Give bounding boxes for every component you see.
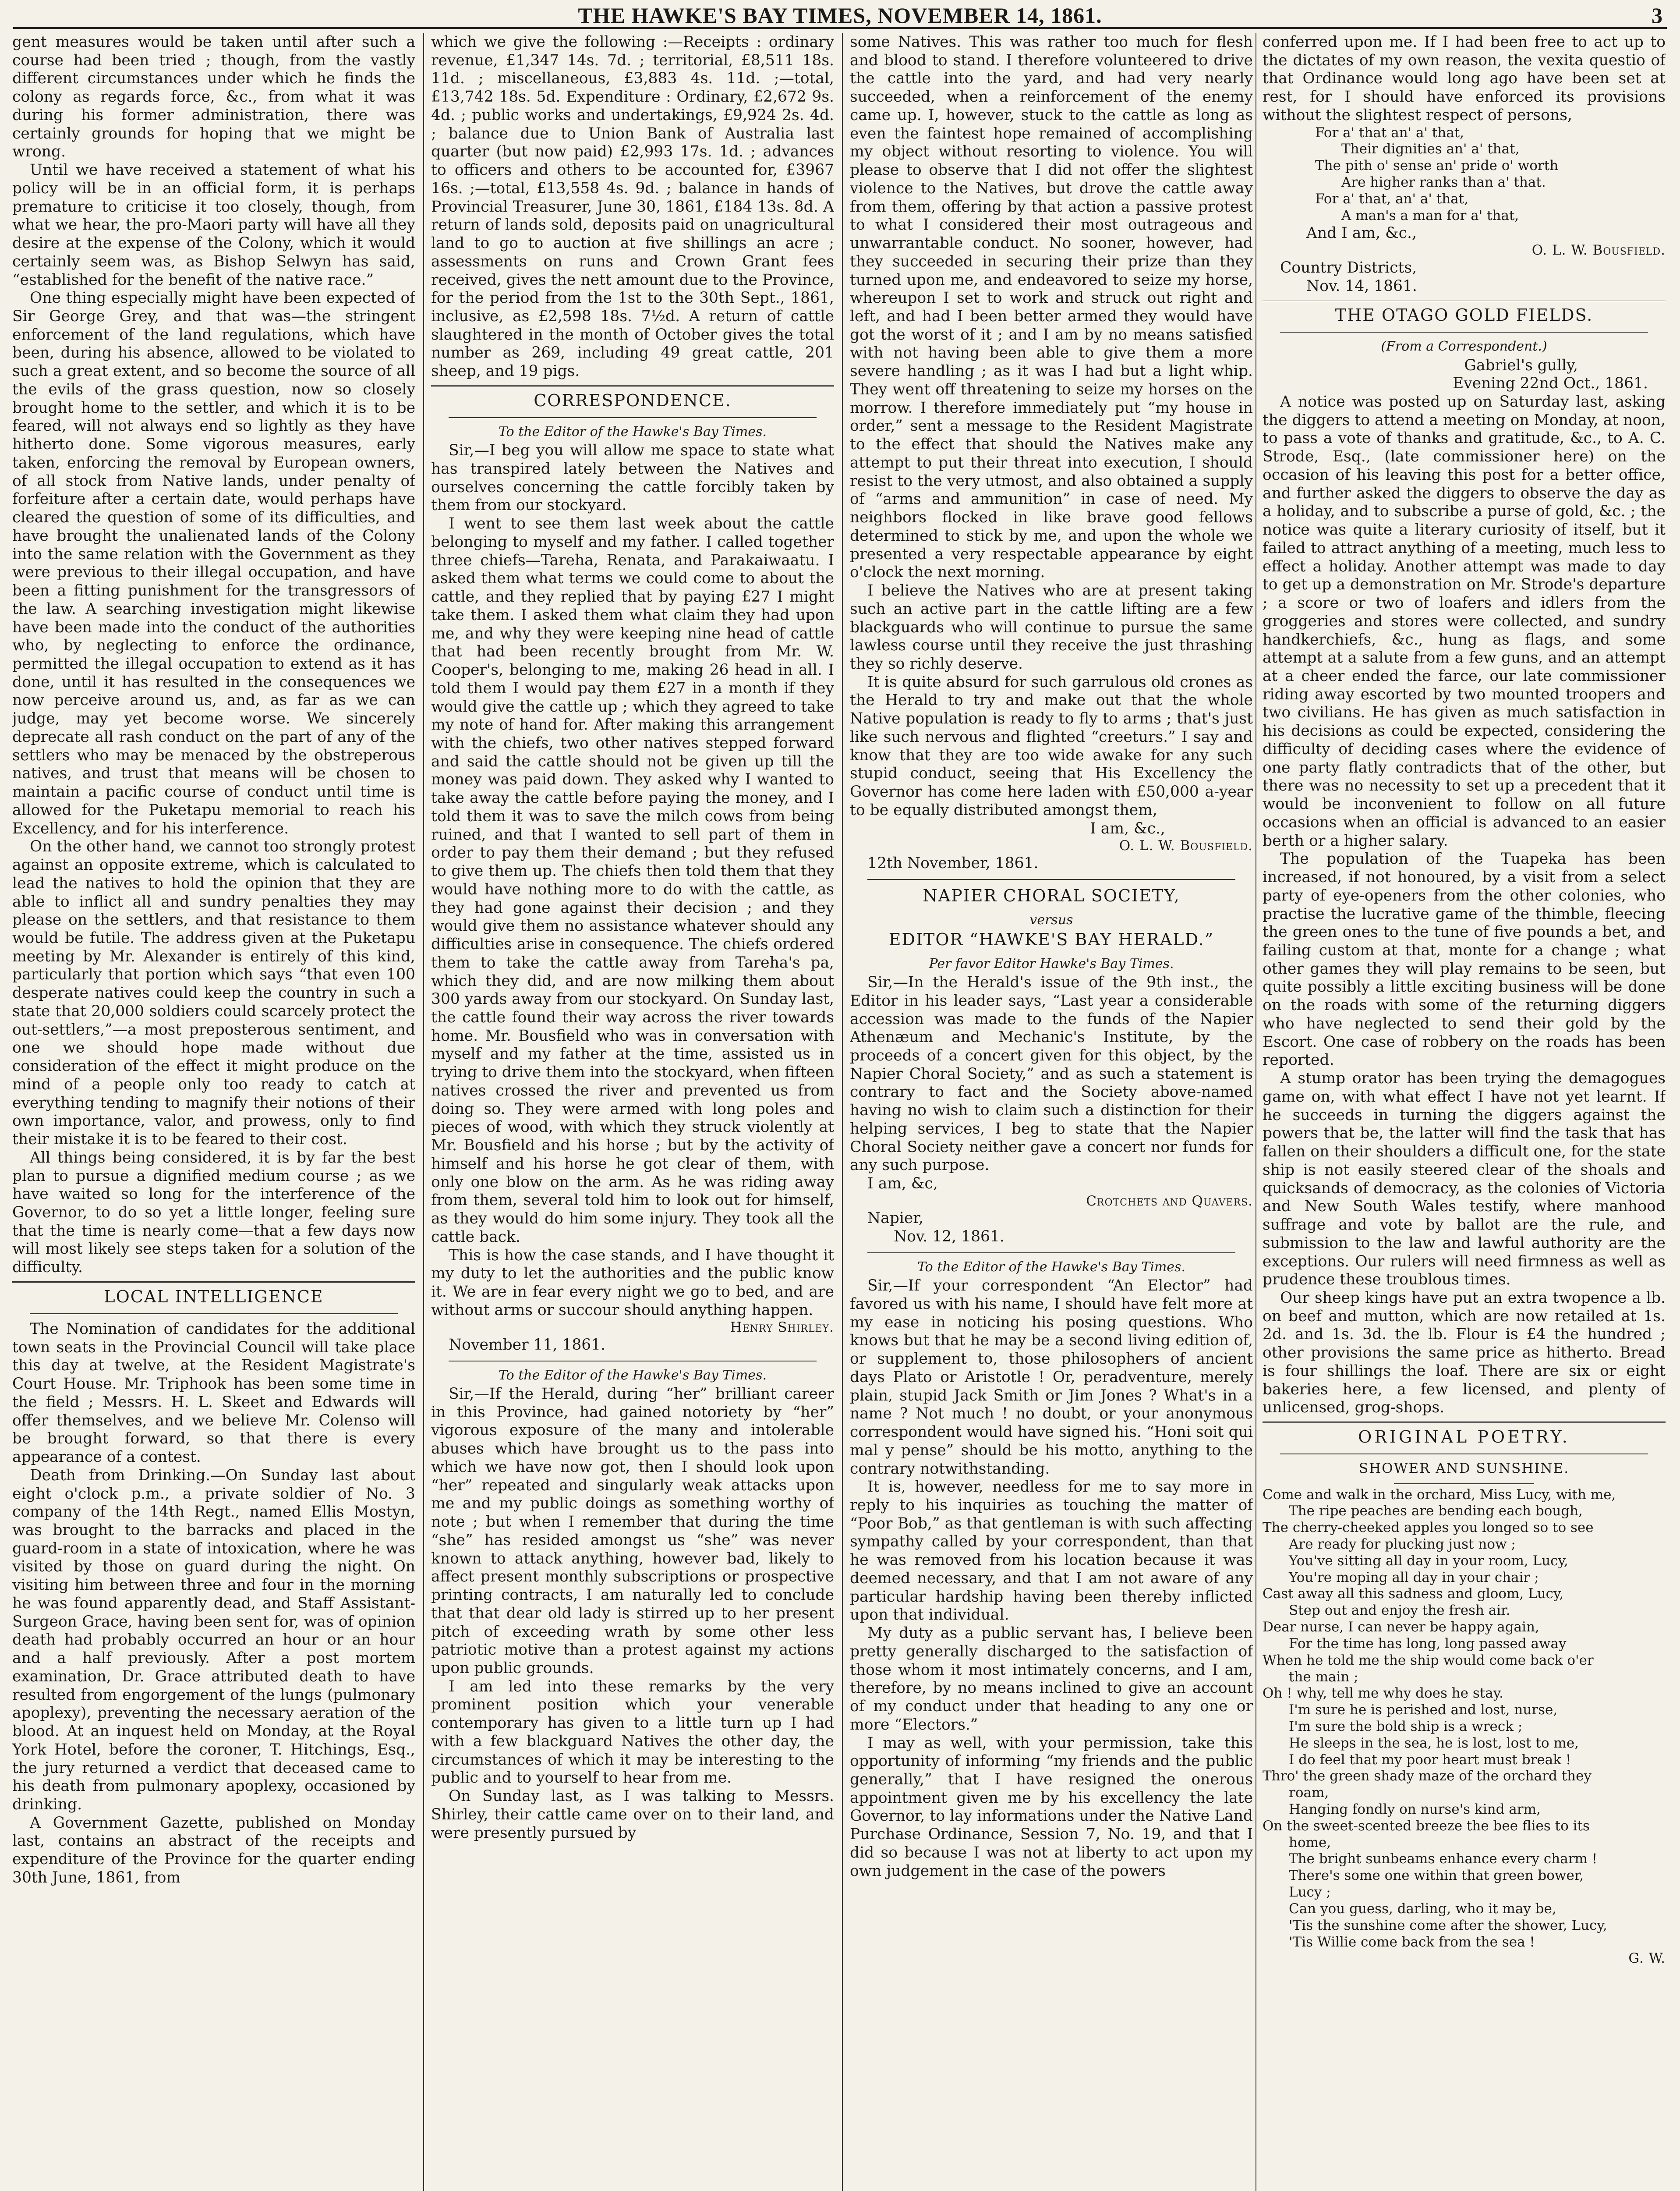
letter-signature: Crotchets and Quavers. <box>1086 1193 1253 1209</box>
letter-address: To the Editor of the Hawke's Bay Times. <box>499 424 767 440</box>
letter-date: Nov. 14, 1861. <box>1306 277 1417 295</box>
poem-line: You've sitting all day in your room, Lucy, <box>1289 1553 1568 1569</box>
choral-subheading: EDITOR “HAWKE'S BAY HERALD.” <box>888 929 1214 949</box>
section-divider <box>1263 300 1666 301</box>
poem-line: the main ; <box>1289 1669 1358 1685</box>
letter-address: To the Editor of the Hawke's Bay Times. <box>499 1367 767 1383</box>
poem-line: roam, <box>1289 1785 1329 1801</box>
poem-line: I'm sure the bold ship is a wreck ; <box>1289 1718 1523 1734</box>
column-1 <box>12 33 415 2191</box>
section-heading-correspondence: CORRESPONDENCE. <box>534 390 732 410</box>
page-number: 3 <box>1652 3 1662 28</box>
verse-line: For a' that, an' a' that, <box>1315 191 1468 207</box>
poem-line: Oh ! why, tell me why does he stay. <box>1263 1685 1503 1702</box>
letter-paragraph: I am led into these remarks by the very prominent position which your venerable contemporary has given to a little turn up I had with a few blackguard Natives the other day, the circumstances of which it may be interesting to the public and to yourself to hear from me. <box>431 1677 834 1787</box>
verse-line: For a' that an' a' that, <box>1315 124 1464 141</box>
divider <box>30 1313 398 1314</box>
poem-line: Step out and enjoy the fresh air. <box>1289 1602 1510 1619</box>
letter-paragraph: Sir,—I beg you will allow me space to state what has transpired lately between the Natives and ourselves concerning the cattle forcibly taken by them from our stockyard. <box>431 442 834 514</box>
poem-signature: G. W. <box>1628 1950 1666 1967</box>
verse-line: Are higher ranks than a' that. <box>1341 174 1546 191</box>
article-paragraph: One thing especially might have been expected of Sir George Grey, and that was—the stringent enforcement of the land regulations, which have been, during his absence, allowed to be violated to such a great extent, and so become the source of all the evils of the grass question, now so closely brought home to the settler, and which it is to be feared, will not always end so lightly as they have hitherto done. Some vigorous measures, early taken, enforcing the removal by European owners, of all stock from Native lands, under penalty of forfeiture after a certain date, would perhaps have cleared the question of some of its difficulties, and have brought the unalienated lands of the Colony into the same relation with the Government as they were previous to their illegal occupation, and have been a fitting punishment for the transgressors of the law. A searching investigation might likewise have been made into the conduct of the authorities who, by neglecting to enforce the ordinance, permitted the illegal occupation to extend as it has done, until it has resulted in the consequences we now perceive around us, and, as far as we can judge, may yet become worse. We sincerely deprecate all rash conduct on the part of any of the settlers who may be menaced by the obstreperous natives, and trust that means will be chosen to maintain a pacific course of conduct until time is allowed for the Puketapu memorial to reach his Excellency, and for his interference. <box>12 289 415 837</box>
poem-line: home, <box>1289 1834 1331 1851</box>
poem-line: Thro' the green shady maze of the orchard they <box>1263 1768 1592 1784</box>
article-paragraph: which we give the following :—Receipts : ordinary revenue, £1,347 14s. 7d. ; territorial, £8,511 18s. 11d. ; miscellaneous, £3,883 4s. 11d. ;—total, £13,742 18s. 5d. Expenditure : Ordinary, £2,672 9s. 4d. ; public works and undertakings, £9,924 2s. 4d. ; balance due to Union Bank of Australia last quarter (but now paid) £2,993 17s. 1d. ; advances to officers and others to be accounted for, £3967 16s. ;—total, £13,558 4s. 9d. ; balance in hands of Provincial Treasurer, June 30, 1861, £184 13s. 8d. A return of lands sold, deposits paid on unagricultural land to go to auction at five shillings an acre ; assessments on runs and Crown Grant fees received, gives the nett amount due to the Province, for the period from the 1st to the 30th Sept., 1861, inclusive, as £2,598 18s. 7½d. A return of cattle slaughtered in the month of October gives the total number as 269, including 49 great cattle, 201 sheep, and 19 pigs. <box>431 33 834 380</box>
section-divider <box>1263 1422 1666 1423</box>
letter-signature: O. L. W. Bousfield. <box>1119 838 1253 854</box>
letter-closing: And I am, &c., <box>1306 224 1417 242</box>
column-4 <box>1263 33 1666 2191</box>
per-favor-note: Per favor Editor Hawke's Bay Times. <box>929 956 1174 971</box>
versus-label: versus <box>1029 912 1073 928</box>
letter-paragraph: This is how the case stands, and I have thought it my duty to let the authorities and the public know it. We are in fear every night we go to bed, and are without arms or succour should anything happen. <box>431 1246 834 1319</box>
letter-date: Nov. 12, 1861. <box>894 1228 1004 1246</box>
news-paragraph: Our sheep kings have put an extra twopence a lb. on beef and mutton, which are now retailed at 1s. 2d. and 1s. 3d. the lb. Flour is £4 the hundred ; other provisions the same price as hitherto. Bread is four shillings the loaf. There are six or eight bakeries here, a few licensed, and plenty of unlicensed, grog-shops. <box>1263 1289 1666 1417</box>
letter-paragraph: I may as well, with your permission, take this opportunity of informing “my friends and the public generally,” that I have resigned the onerous appointment given me by his excellency the late Governor, to lay informations under the Native Land Purchase Ordinance, Session 7, No. 19, and that I did so because I was not at liberty to act upon my own judgement in the case of the powers <box>850 1734 1253 1880</box>
poem-line: I'm sure he is perished and lost, nurse, <box>1289 1702 1558 1718</box>
section-divider <box>431 385 834 386</box>
divider <box>1394 1483 1534 1484</box>
section-heading-otago-gold-fields: THE OTAGO GOLD FIELDS. <box>1335 305 1593 325</box>
news-item: Death from Drinking.—On Sunday last about eight o'clock p.m., a private soldier of No. 3 company of the 14th Regt., named Ellis Mostyn, was brought to the barracks and placed in the guard-room in a state of intoxication, where he was visited by those on guard during the night. On visiting him between three and four in the morning he was found apparently dead, and Staff Assistant-Surgeon Grace, having been sent for, was of opinion death had probably occurred an hour or an hour and a half previously. After a post mortem examination, Dr. Grace attributed death to have resulted from engorgement of the lungs (pulmonary apoplexy), preventing the necessary aeration of the blood. At an inquest held on Monday, at the Royal York Hotel, before the coroner, T. Hitchings, Esq., the jury returned a verdict that deceased came to his death from pulmonary apoplexy, occasioned by drinking. <box>12 1466 415 1813</box>
article-paragraph: On the other hand, we cannot too strongly protest against an opposite extreme, which is calculated to lead the natives to hold the opinion that they are able to inflict all and sundry penalties they may please on the settlers, and that resistance to them would be futile. The address given at the Puketapu meeting by Mr. Alexander is entirely of this kind, particularly that portion which says “that even 100 desperate natives could keep the country in such a state that 20,000 soldiers could scarcely protect the out-settlers,”—a most preposterous sentiment, and one we should hope made without due consideration of the effect it might produce on the mind of a people only too ready to catch at everything tending to magnify their notions of their own importance, valor, and prowess, only to find their mistake it is to be feared to their cost. <box>12 838 415 1149</box>
section-divider <box>12 1281 415 1283</box>
poem-line: 'Tis Willie come back from the sea ! <box>1289 1934 1535 1950</box>
letter-paragraph: some Natives. This was rather too much for flesh and blood to stand. I therefore volunteered to drive the cattle into the yard, and had very nearly succeeded, when a reinforcement of the enemy came up. I, however, stuck to the cattle as long as even the faintest hope remained of accomplishing my object without resorting to violence. You will please to observe that I did not offer the slightest violence to the Natives, but drove the cattle away from them, offering by that action a passive protest to what I considered their most outrageous and unwarrantable conduct. No sooner, however, had they succeeded in securing their prize than they turned upon me, and endeavored to seize my horse, whereupon I set to work and struck out right and left, and had I been better armed they would have got the worst of it ; and I am by no means satisfied with not having been able to give them a more severe handling ; as it was I had but a light whip. They went off threatening to seize my horses on the morrow. I therefore immediately put “my house in order,” sent a message to the Resident Magistrate to the effect that should the Natives make any attempt to put their threat into execution, I should resist to the very utmost, and also obtained a supply of “arms and ammunition” in case of need. My neighbors flocked in like brave good fellows determined to stick by me, and upon the whole we presented a very respectable appearance by eight o'clock the next morning. <box>850 33 1253 581</box>
letter-paragraph: It is quite absurd for such garrulous old crones as the Herald to try and make out that the whole Native population is ready to fly to arms ; that's just like such nervous and flighted “creeturs.” I say and know that they are too wide awake for any such stupid conduct, seeing that His Excellency the Governor has come here laden with £50,000 a-year to be equally distributed amongst them, <box>850 673 1253 819</box>
section-heading-original-poetry: ORIGINAL POETRY. <box>1358 1427 1570 1447</box>
poem-line: Can you guess, darling, who it may be, <box>1289 1900 1556 1917</box>
poem-title: SHOWER AND SUNSHINE. <box>1358 1461 1570 1477</box>
dateline-place: Gabriel's gully, <box>1464 356 1578 374</box>
news-paragraph: A stump orator has been trying the demagogues game on, with what effect I have not yet learnt. If he succeeds in turning the diggers against the powers that be, the latter will find the task that has fallen on their shoulders a difficult one, for the state ship is not easily steered clear of the shoals and quicksands of democracy, as the colonies of Victoria and New South Wales testify, where manhood suffrage and vote by ballot are the rule, and submission to the law and lawful authority are the exceptions. Our rulers will need firmness as well as prudence these troublous times. <box>1263 1070 1666 1289</box>
poem-line: There's some one within that green bower, <box>1289 1868 1584 1884</box>
verse-line: Their dignities an' a' that, <box>1341 141 1520 157</box>
news-item: The Nomination of candidates for the additional town seats in the Provincial Council will take place this day at twelve, at the Resident Magistrate's Court House. Mr. Triphook has been some time in the field ; Messrs. H. L. Skeet and Edwards will offer themselves, and we believe Mr. Colenso will be brought forward, so that there is every appearance of a contest. <box>12 1320 415 1466</box>
letter-date: November 11, 1861. <box>449 1336 606 1354</box>
letter-paragraph: Sir,—In the Herald's issue of the 9th inst., the Editor in his leader says, “Last year a considerable accession was made to the funds of the Napier Athenæum and Mechanic's Institute, by the proceeds of a concert given for this object, by the Napier Choral Society,” and as such a statement is contrary to fact and the Society above-named having no wish to claim such a distinction for their helping services, I beg to state that the Napier Choral Society neither gave a concert nor funds for any such purpose. <box>850 974 1253 1174</box>
poem-body <box>1263 1487 1666 1951</box>
poem-line: Come and walk in the orchard, Miss Lucy, with me, <box>1263 1486 1616 1503</box>
letter-paragraph: It is, however, needless for me to say more in reply to his inquiries as touching the matter of “Poor Bob,” as that gentleman is with such affecting sympathy called by your correspondent, than that he was removed from his location because it was deemed necessary, and that I am not aware of any particular hardship having been thereby inflicted upon that individual. <box>850 1478 1253 1624</box>
poem-line: Cast away all this sadness and gloom, Lucy, <box>1263 1586 1564 1602</box>
poem-line: 'Tis the sunshine come after the shower, Lucy, <box>1289 1917 1607 1933</box>
letter-paragraph: conferred upon me. If I had been free to act up to the dictates of my own reason, the vexita questio of that Ordinance would long ago have been set at rest, for I should have enforced its provisions without the slightest respect of persons, <box>1263 33 1666 124</box>
letter-date: 12th November, 1861. <box>867 854 1039 872</box>
masthead <box>13 3 1667 29</box>
letter-paragraph: On Sunday last, as I was talking to Messrs. Shirley, their cattle came over on to their land, and were presently pursued by <box>431 1787 834 1842</box>
quoted-verse <box>1315 125 1666 224</box>
poem-line: The ripe peaches are bending each bough, <box>1289 1503 1583 1519</box>
letter-closing: I am, &c., <box>1090 819 1165 837</box>
poem-line: He sleeps in the sea, he is lost, lost to me, <box>1289 1735 1579 1751</box>
section-heading-choral-society: NAPIER CHORAL SOCIETY, <box>923 886 1180 905</box>
dateline-date: Evening 22nd Oct., 1861. <box>1453 375 1648 393</box>
poem-line: Dear nurse, I can never be happy again, <box>1263 1619 1539 1635</box>
poem-line: You're moping all day in your chair ; <box>1289 1569 1539 1585</box>
verse-line: A man's a man for a' that, <box>1341 207 1519 223</box>
column-rule <box>842 33 843 2191</box>
poem-line: Hanging fondly on nurse's kind arm, <box>1289 1801 1541 1818</box>
letter-paragraph: Sir,—If your correspondent “An Elector” had favored us with his name, I should have felt more at my ease in noticing his posing questions. Who knows but that he may be a second living edition of, or supplement to, those philosophers of ancient days Plato or Aristotle ! Or, peradventure, merely plain, stupid Jack Smith or Jim Jones ? What's in a name ? Not much ! no doubt, or your anonymous correspondent would have signed his. “Honi soit qui mal y pense” should be his motto, anything to the contrary notwithstanding. <box>850 1277 1253 1478</box>
poem-line: For the time has long, long passed away <box>1289 1635 1567 1652</box>
letter-paragraph: My duty as a public servant has, I believe been pretty generally discharged to the satisfaction of those whom it most intimately concerns, and I am, therefore, by no means inclined to give an account of my conduct under that heading to any one or more “Electors.” <box>850 1624 1253 1734</box>
letter-closing: I am, &c, <box>867 1175 938 1193</box>
divider <box>867 1252 1235 1253</box>
article-paragraph: gent measures would be taken until after such a course had been tried ; though, from the vastly different circumstances under which he finds the colony as regards force, &c., from what it was during his former administration, there was certainly grounds for hoping that we might be wrong. <box>12 33 415 161</box>
news-paragraph: A notice was posted up on Saturday last, asking the diggers to attend a meeting on Monday, at noon, to pass a vote of thanks and gratitude, &c., to A. C. Strode, Esq., (late commissioner here) on the occasion of his leaving this post for a better office, and further asked the diggers to observe the day as a holiday, and to subscribe a purse of gold, &c. ; the notice was quite a literary curiosity of itself, but it failed to attract anything of a meeting, much less to effect a holiday. Another attempt was made to day to get up a demonstration on Mr. Strode's departure ; a score or two of loafers and idlers from the groggeries and stores were collected, and sundry handkerchiefs, &c., hung as flags, and some attempt at a salute from a few guns, and an attempt at a cheer ended the farce, our late commissioner riding away escorted by two mounted troopers and two civilians. He has given as much satisfaction in his decisions as could be expected, considering the difficulty of deciding cases where the evidence of one party flatly contradicts that of the other, but there was no necessity to set up a precedent that it would be inconvenient to follow on all future occasions when an official is advanced to an easier berth or a higher salary. <box>1263 393 1666 850</box>
poem-line: Are ready for plucking just now ; <box>1289 1536 1516 1553</box>
divider <box>867 879 1235 880</box>
letter-signature: Henry Shirley. <box>730 1319 834 1336</box>
article-paragraph: All things being considered, it is by far the best plan to pursue a dignified medium course ; as we have waited so long for the interference of the Governor, to do so yet a little longer, feeling sure that the time is nearly come—that a few days now will most likely see steps taken for a solution of the difficulty. <box>12 1149 415 1276</box>
poem-line: The cherry-cheeked apples you longed so to see <box>1263 1520 1594 1536</box>
letter-paragraph: I believe the Natives who are at present taking such an active part in the cattle lifting are a few blackguards who will continue to pursue the same lawless course until they receive the just thrashing they so richly deserve. <box>850 582 1253 673</box>
verse-line: The pith o' sense an' pride o' worth <box>1315 158 1559 174</box>
letter-signature: O. L. W. Bousfield. <box>1531 242 1666 259</box>
news-paragraph: The population of the Tuapeka has been increased, if not honoured, by a visit from a select party of eye-openers from the other colonies, who practise the lucrative game of the thimble, fleecing the green ones to the tune of five pounds a bet, and failing custom at that, monte for a change ; what other games they will play remains to be seen, but quite possibly a little exciting business will be done on the roads with some of the returning diggers who have neglected to send their gold by the Escort. One case of robbery on the roads has been reported. <box>1263 850 1666 1069</box>
poem-line: Lucy ; <box>1289 1884 1331 1900</box>
column-3 <box>850 33 1253 2191</box>
news-item: A Government Gazette, published on Monday last, contains an abstract of the receipts and expenditure of the Province for the quarter ending 30th June, 1861, from <box>12 1814 415 1886</box>
section-heading-local-intelligence: LOCAL INTELLIGENCE <box>104 1287 324 1306</box>
letter-paragraph: Sir,—If the Herald, during “her” brilliant career in this Province, had gained notoriety by “her” vigorous exposure of the many and intolerable abuses which have brought us to the pass into which we have now got, then I should look upon “her” repeated and singularly weak attacks upon me and my public doings as something worthy of note ; but when I remember that during the time “she” has resided amongst us “she” was never known to attack anything, however bad, likely to affect present monthly subscriptions or prospective printing contracts, I am naturally led to conclude that that dear old lady is stirred up to her present pitch of exceeding wrath by some other less patriotic motive than a protest against my actions upon public grounds. <box>431 1385 834 1677</box>
poem-line: I do feel that my poor heart must break ! <box>1289 1751 1571 1768</box>
letter-place: Napier, <box>867 1209 923 1227</box>
poem-line: On the sweet-scented breeze the bee flies to its <box>1263 1818 1590 1834</box>
correspondent-note: (From a Correspondent.) <box>1381 339 1547 355</box>
newspaper-title: THE HAWKE'S BAY TIMES, NOVEMBER 14, 1861. <box>578 3 1102 28</box>
letter-address: To the Editor of the Hawke's Bay Times. <box>917 1259 1185 1275</box>
column-2 <box>431 33 834 2191</box>
poem-line: When he told me the ship would come back o'er <box>1263 1652 1594 1668</box>
poem-line: The bright sunbeams enhance every charm ! <box>1289 1851 1598 1867</box>
letter-place: Country Districts, <box>1280 259 1417 277</box>
divider <box>1280 332 1648 333</box>
article-paragraph: Until we have received a statement of what his policy will be in an official form, it is perhaps premature to criticise it too closely, though, from what we hear, the pro-Maori party will have all they desire at the expense of the Colony, which it would certainly seem was, as Bishop Selwyn has said, “established for the benefit of the native race.” <box>12 161 415 289</box>
divider <box>449 417 817 418</box>
letter-paragraph: I went to see them last week about the cattle belonging to myself and my father. I called together three chiefs—Tareha, Renata, and Parakaiwaatu. I asked them what terms we could come to about the cattle, and they replied that by paying £27 I might take them. I asked them what claim they had upon me, and why they were keeping nine head of cattle that had been recently brought from Mr. W. Cooper's, belonging to me, making 26 head in all. I told them I would pay them £27 in a month if they would give the cattle up ; which they agreed to take my note of hand for. After making this arrangement with the chiefs, two other natives stepped forward and said the cattle should not be given up till the money was paid down. They asked why I wanted to take away the cattle before paying the money, and I told them it was to save the milch cows from being ruined, and that I wanted to sell part of them in order to pay them their demand ; but they refused to give them up. The chiefs then told them that they would have nothing more to do with the cattle, as they had gone against their decision ; and they would give them no assistance whatever should any difficulties arise in consequence. The chiefs ordered them to take the cattle away from Tareha's pa, which they did, and are now milking them about 300 yards away from our stockyard. On Sunday last, the cattle found their way across the river towards home. Mr. Bousfield who was in conversation with myself and my father at the time, assisted us in trying to drive them into the stockyard, when fifteen natives crossed the river and prevented us from doing so. They were armed with long poles and pieces of wood, with which they struck violently at Mr. Bousfield and his horse ; but by the activity of himself and his horse he got clear of them, with only one blow on the arm. As he was riding away from them, several told him to look out for himself, as they would do him some injury. They took all the cattle back. <box>431 515 834 1246</box>
column-rule <box>423 33 424 2191</box>
